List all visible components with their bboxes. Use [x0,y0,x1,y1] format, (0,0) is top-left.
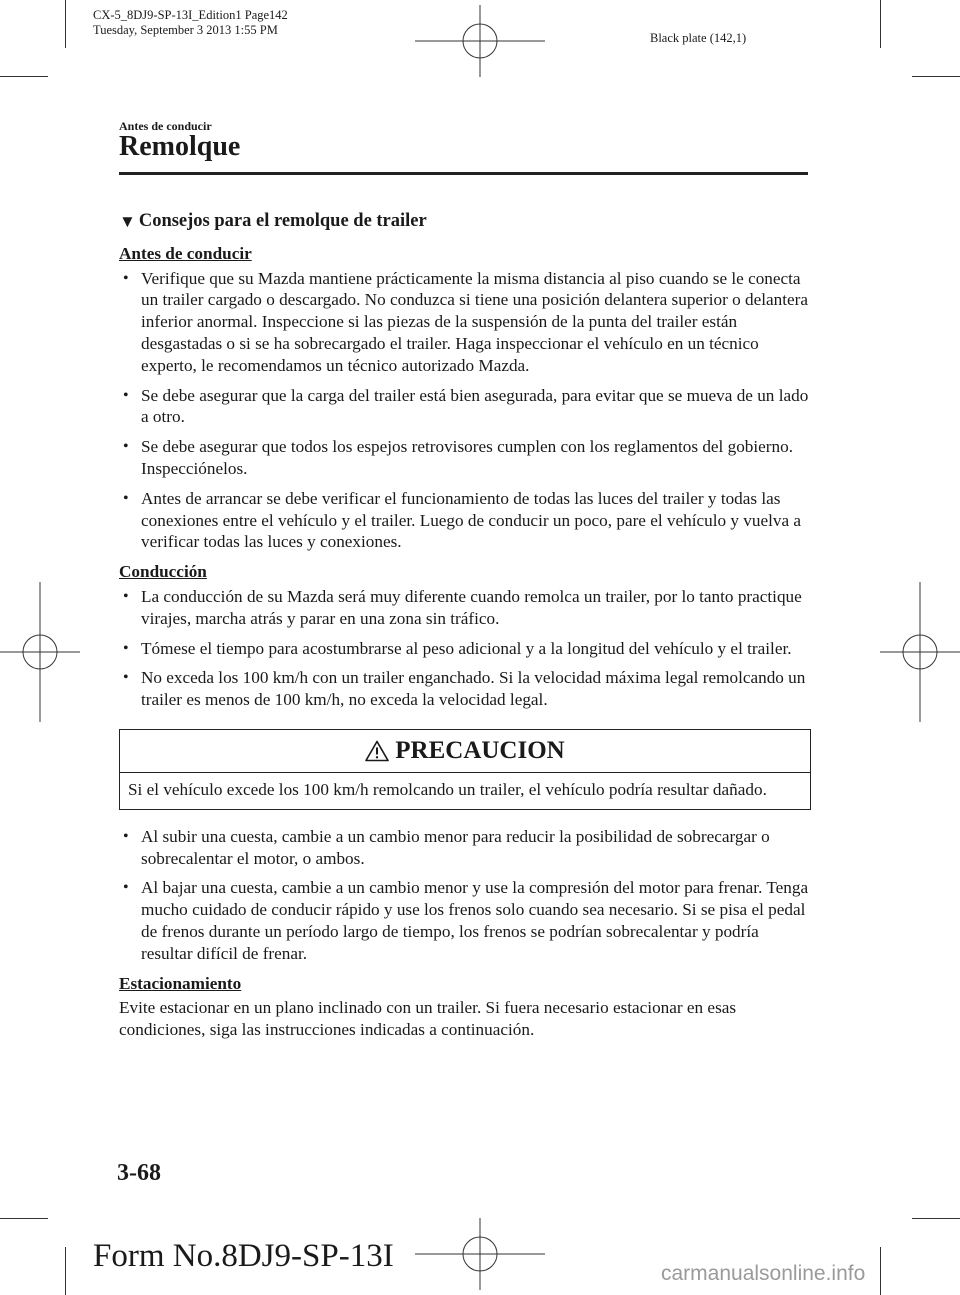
crop-mark [65,1247,66,1295]
list-item: • Se debe asegurar que todos los espejos retrovisores cumplen con los reglamentos del gobierno. Inspecciónelos. [119,436,811,480]
subsection-heading [119,211,811,233]
crop-mark [0,76,48,77]
registration-mark-top [415,5,545,77]
group-heading: Estacionamiento [119,973,242,993]
print-meta [93,8,288,38]
form-number: Form No.8DJ9-SP-13I [93,1238,394,1274]
crop-mark [912,1218,960,1219]
group-parking [119,973,811,1041]
parking-paragraph: Evite estacionar en un plano inclinado con un trailer. Si fuera necesario estacionar en esas condiciones, siga las instrucciones indicadas a continuación. [119,998,737,1040]
bullet-list [119,268,811,554]
page-title: Remolque [119,131,241,162]
registration-mark-right [880,582,960,722]
watermark: carmanualsonline.info [661,1262,866,1285]
triangle-down-icon: ▼ [119,212,136,231]
group-heading: Antes de conducir [119,243,252,263]
group-heading: Conducción [119,562,207,582]
title-divider [119,172,808,175]
caution-title: PRECAUCION [395,737,565,765]
caution-box [119,729,811,810]
group-driving [119,561,811,711]
section-label: Antes de conducir [119,119,212,133]
crop-mark [65,0,66,48]
print-meta-line2: Tuesday, September 3 2013 1:55 PM [93,23,278,37]
bullet-list [119,826,811,965]
black-plate-label: Black plate (142,1) [650,31,747,45]
print-meta-line1: CX-5_8DJ9-SP-13I_Edition1 Page142 [93,8,288,22]
crop-mark [880,0,881,48]
list-item: • Antes de arrancar se debe verificar el funcionamiento de todas las luces del trailer y todas las conexiones entre el vehículo y el trailer. Luego de conducir un poco, pare el vehículo y vuelva a verificar todas las luces y conexiones. [119,488,811,553]
crop-mark [912,76,960,77]
crop-mark [880,1247,881,1295]
crop-mark [0,1218,48,1219]
list-item: • La conducción de su Mazda será muy diferente cuando remolca un trailer, por lo tanto practique virajes, marcha atrás y parar en una zona sin tráfico. [119,586,811,630]
subsection-title: Consejos para el remolque de trailer [138,211,427,231]
list-item: • Verifique que su Mazda mantiene prácticamente la misma distancia al piso cuando se le conecta un trailer cargado o descargado. No conduzca si tiene una posición delantera superior o delantera inferior anormal. Inspeccione si las piezas de la suspensión de la punta del trailer están desgastadas o si se ha sobrecargado el trailer. Haga inspeccionar el vehículo en un técnico experto, le recomendamos un técnico autorizado Mazda. [119,268,811,377]
list-item: • Se debe asegurar que la carga del trailer está bien asegurada, para evitar que se mueva de un lado a otro. [119,385,811,429]
registration-mark-bottom [415,1218,545,1290]
registration-mark-left [0,582,80,722]
bullet-list [119,586,811,711]
page-number: 3-68 [117,1160,161,1186]
group-before-driving [119,243,811,553]
caution-text: Si el vehículo excede los 100 km/h remolcando un trailer, el vehículo podría resultar dañado. [128,779,767,799]
list-item: • No exceda los 100 km/h con un trailer enganchado. Si la velocidad máxima legal remolcando un trailer es menos de 100 km/h, no exceda la velocidad legal. [119,667,811,711]
list-item: • Al subir una cuesta, cambie a un cambio menor para reducir la posibilidad de sobrecargar o sobrecalentar el motor, o ambos. [119,826,811,870]
warning-triangle-icon [365,740,389,762]
main-content [119,211,811,1041]
caution-header [120,730,810,773]
list-item: • Al bajar una cuesta, cambie a un cambio menor y use la compresión del motor para frenar. Tenga mucho cuidado de conducir rápido y use los frenos solo cuando sea necesario. Si se pisa el pedal de frenos durante un período largo de tiempo, los frenos se podrían sobrecalentar y podría resultar difícil de frenar. [119,877,811,964]
list-item: • Tómese el tiempo para acostumbrarse al peso adicional y a la longitud del vehículo y el trailer. [119,638,811,660]
